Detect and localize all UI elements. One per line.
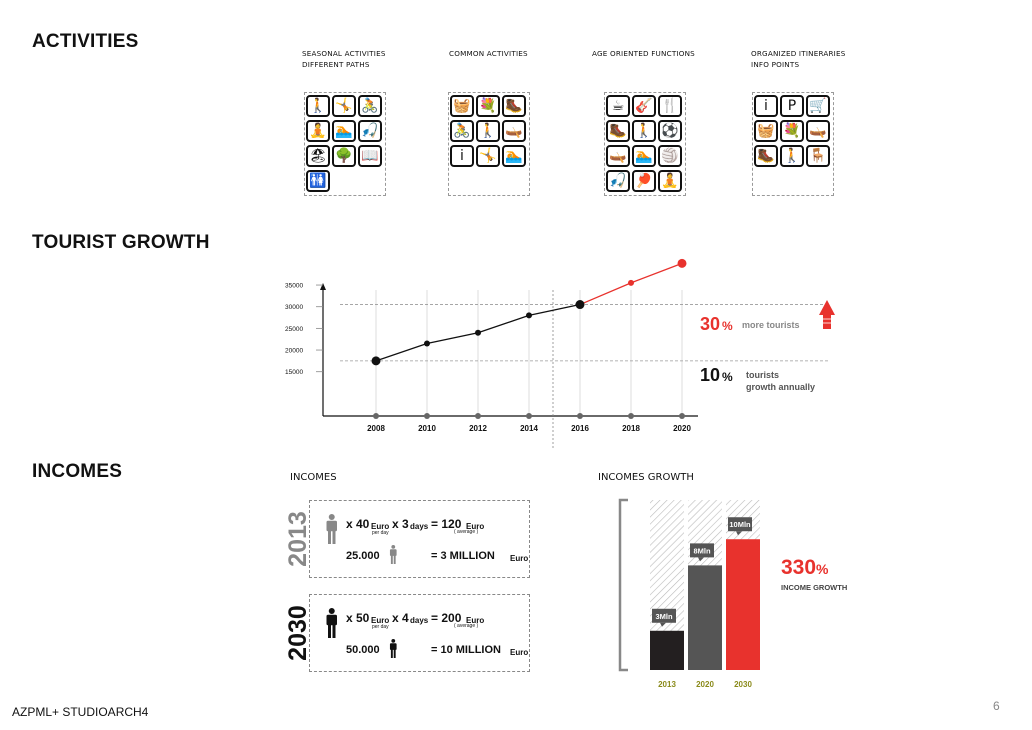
swimming-icon: 🏊 [632,145,656,167]
days-value: x 4 [392,611,409,625]
x-tick-label: 2018 [622,424,640,433]
average-sub: ( average ) [454,623,479,629]
x-tick-label: 2008 [367,424,385,433]
meditation-icon: 🧘 [658,170,682,192]
income-growth-pct: % [816,561,829,577]
caption-line: DIFFERENT PATHS [302,60,370,69]
stretching-icon: 🤸 [332,95,356,117]
swimming-icon: 🏊 [332,120,356,142]
kayak-icon: 🛶 [606,145,630,167]
flower-market-icon: 💐 [476,95,500,117]
walking-icon: 🚶 [780,145,804,167]
guitar-icon: 🎸 [632,95,656,117]
fishing-icon: 🎣 [358,120,382,142]
income-growth-number: 330 [781,556,817,579]
page-number: 6 [993,699,1000,713]
kayak-icon: 🛶 [502,120,526,142]
hiker-icon: 🥾 [606,120,630,142]
annotation-10-text-2: growth annually [746,382,816,392]
bar-category-label: 2020 [696,680,714,689]
swimming-icon: 🏊 [502,145,526,167]
caption-line: SEASONAL ACTIVITIES [302,49,386,58]
incomes-heading: INCOMES [32,461,123,482]
rate-sub: per day [372,624,389,630]
bar-category-label: 2013 [658,680,676,689]
caption-line: INFO POINTS [751,60,800,69]
caption-line: AGE ORIENTED FUNCTIONS [592,49,695,58]
bar-value-label: 8Mln [693,546,711,556]
income-growth-value [781,556,829,580]
total-value: = 10 MILLION [431,644,501,656]
cyclist-icon: 🚴 [450,120,474,142]
annotation-30-text: more tourists [742,320,800,330]
toilet-icon: 🚻 [306,170,330,192]
meditation-icon: 🧘 [306,120,330,142]
annotation-10-pct: % [722,370,733,384]
caption-line: ORGANIZED ITINERARIES [751,49,846,58]
activities-heading: ACTIVITIES [32,31,139,52]
x-tick-label: 2010 [418,424,436,433]
flower-market-icon: 💐 [780,120,804,142]
income-year: 2013 [284,511,312,567]
basket-icon: 🧺 [754,120,778,142]
rate-sub: per day [372,530,389,536]
incomes-growth-title: INCOMES GROWTH [598,472,694,483]
coffee-icon: ☕ [606,95,630,117]
y-tick-label: 15000 [285,369,304,377]
cart-icon: 🛒 [806,95,830,117]
days-value: x 3 [392,517,409,531]
bar [650,631,684,670]
walking-icon: 🚶 [632,120,656,142]
visitor-count: 25.000 [346,550,380,562]
basket-icon: 🧺 [450,95,474,117]
total-unit: Euro [510,554,529,563]
fishing-icon: 🎣 [606,170,630,192]
stretching-icon: 🤸 [476,145,500,167]
average-value: = 200 [431,611,462,625]
studio-name: AZPML+ STUDIOARCH4 [12,705,149,719]
average-unit: Euro [466,616,485,625]
volleyball-icon: 🏐 [658,145,682,167]
average-unit: Euro [466,522,485,531]
income-year: 2030 [284,605,312,661]
restaurant-icon: 🍴 [658,95,682,117]
info-icon: i [754,95,778,117]
average-sub: ( average ) [454,529,479,535]
info-icon: i [450,145,474,167]
walking-icon: 🚶 [476,120,500,142]
total-value: = 3 MILLION [431,550,495,562]
sunbathing-icon: 🏖 [306,145,330,167]
hiker-icon: 🥾 [754,145,778,167]
days-unit: days [410,616,429,625]
hiker-icon: 🚶 [306,95,330,117]
bar [726,539,760,670]
x-tick-label: 2016 [571,424,589,433]
football-icon: ⚽ [658,120,682,142]
x-tick-label: 2012 [469,424,487,433]
x-tick-label: 2020 [673,424,691,433]
tourist-growth-heading: TOURIST GROWTH [32,232,210,253]
y-tick-label: 20000 [285,347,304,355]
incomes-subtitle: INCOMES [290,472,337,483]
picnic-icon: 🌳 [332,145,356,167]
average-value: = 120 [431,517,462,531]
y-tick-label: 35000 [285,282,304,290]
caption-line: COMMON ACTIVITIES [449,49,528,58]
income-growth-label: INCOME GROWTH [781,583,848,592]
y-tick-label: 30000 [285,304,304,312]
bar-category-label: 2030 [734,680,752,689]
bench-icon: 🪑 [806,145,830,167]
annotation-30-pct: % [722,319,733,333]
parking-icon: P [780,95,804,117]
kayak-icon: 🛶 [806,120,830,142]
annotation-30-value: 30 [700,314,721,334]
days-unit: days [410,522,429,531]
rate-unit: Euro [371,522,390,531]
cyclist-icon: 🚴 [358,95,382,117]
bar [688,565,722,670]
x-tick-label: 2014 [520,424,538,433]
bar-value-label: 3Mln [655,611,673,621]
total-unit: Euro [510,648,529,657]
bracket [620,500,628,670]
visitor-count: 50.000 [346,644,380,656]
reading-icon: 📖 [358,145,382,167]
rate-value: x 40 [346,517,370,531]
hiker-icon: 🥾 [502,95,526,117]
rate-unit: Euro [371,616,390,625]
table-tennis-icon: 🏓 [632,170,656,192]
annotation-10-text-1: tourists [746,370,780,380]
bar-value-label: 10Mln [729,520,751,530]
rate-value: x 50 [346,611,370,625]
annotation-10-value: 10 [700,365,721,385]
y-tick-label: 25000 [285,325,304,333]
